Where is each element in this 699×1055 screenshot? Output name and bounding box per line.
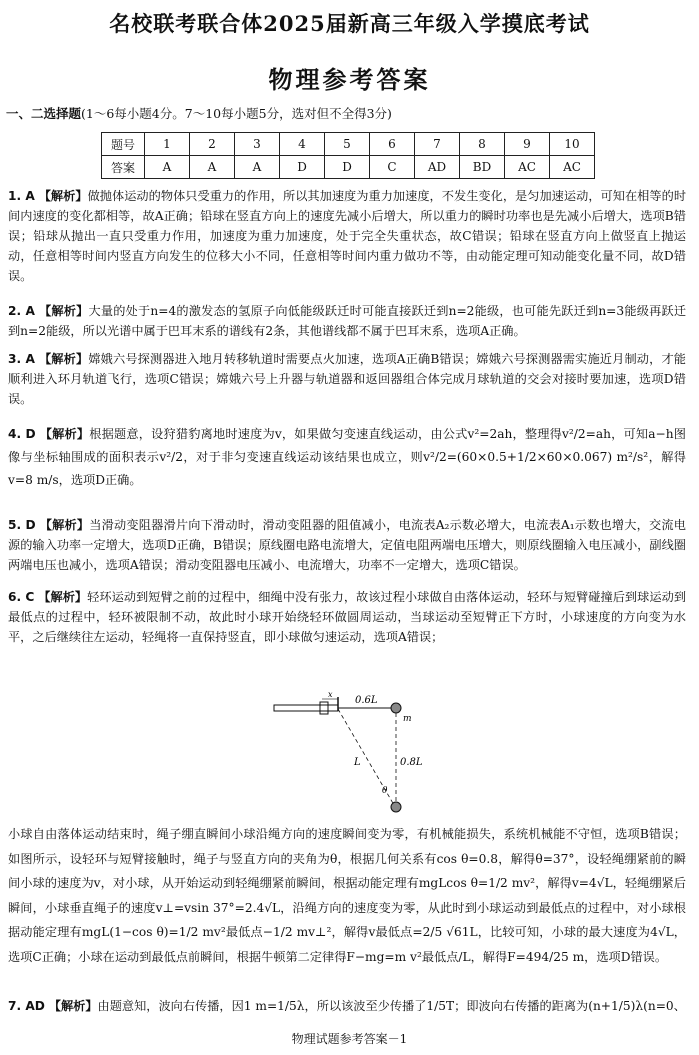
table-cell: 5	[325, 133, 370, 156]
exam-header: 名校联考联合体2025届新高三年级入学摸底考试	[109, 11, 590, 36]
table-cell: 1	[145, 133, 190, 156]
explanation-text: 大量的处于n=4的激发态的氢原子向低能级跃迁时可能直接跃迁到n=2能级，也可能先跃迁到n=3能级再跃迁到n=2能级，所以光谱中属于巴耳末系的谱线有2条，其他谱线都不属于巴耳末系，选项A正确。	[8, 304, 687, 338]
table-cell: D	[325, 156, 370, 179]
table-cell: A	[190, 156, 235, 179]
explanation-head: 6. C	[8, 590, 35, 604]
analysis-tag: 【解析】	[38, 352, 89, 366]
answer-table	[101, 132, 595, 179]
light-ring	[320, 702, 328, 714]
analysis-tag: 【解析】	[39, 304, 89, 318]
table-cell: BD	[460, 156, 505, 179]
table-cell: A	[235, 156, 280, 179]
analysis-tag: 【解析】	[38, 590, 88, 604]
explanation-6	[8, 587, 686, 647]
ball-end	[391, 802, 401, 812]
angle-label: θ	[382, 786, 388, 796]
explanation-4	[8, 423, 686, 492]
mass-label: m	[403, 714, 412, 724]
explanation-text: 当滑动变阻器滑片向下滑动时，滑动变阻器的阻值减小，电流表A₂示数必增大，电流表A₁示数也增大，交流电源的输入功率一定增大，选项D正确，B错误；原线圈电路电流增大，定值电阻两端电压增大，则原线圈输入电压减小，副线圈两端电压也减小，选项A错误；滑动变阻器电压减小、电流增大，功率不一定增大，选项C错误。	[8, 518, 686, 572]
pendulum-diagram	[270, 687, 423, 815]
side-length-label: 0.8L	[400, 757, 423, 768]
explanation-head: 2. A	[8, 304, 35, 318]
table-cell: AD	[415, 156, 460, 179]
explanation-head: 3. A	[8, 352, 35, 366]
explanation-text: 做抛体运动的物体只受重力的作用，所以其加速度为重力加速度，不发生变化，是匀加速运动，可知在相等的时间内速度的变化都相等，故A正确；铅球在竖直方向上的速度先减小后增大，所以重力的瞬时功率也是先减小后增大，选项B错误；铅球从抛出一直只受重力作用，加速度为重力加速度，处于完全失重状态，故C错误；铅球在竖直方向上做竖直上抛运动，任意相等时间内竖直方向发生的位移大小不同，任意相等时间内重力做功不等，由动能定理可知动能变化量不同，故D错误。	[8, 189, 687, 283]
page-footer: 物理试题参考答案－1	[291, 1032, 408, 1046]
ball-start	[391, 703, 401, 713]
table-cell: A	[145, 156, 190, 179]
analysis-tag: 【解析】	[39, 518, 90, 532]
table-cell: 3	[235, 133, 280, 156]
explanation-head: 1. A	[8, 189, 35, 203]
explanation-text: 由题意知，波向右传播，因1 m=1/5λ，所以该波至少传播了1/5T；即波向右传播的距离为(n+1/5)λ(n=0、	[97, 999, 686, 1013]
table-cell: 4	[280, 133, 325, 156]
table-cell: AC	[550, 156, 595, 179]
analysis-tag: 【解析】	[39, 427, 90, 441]
explanation-text: 轻环运动到短臂之前的过程中，细绳中没有张力，故该过程小球做自由落体运动，轻环与短臂碰撞后到球运动到最低点的过程中，轻环被限制不动，故此时小球开始绕轻环做圆周运动，当球运动至短臂正下方时，小球速度的方向变为水平，之后继续往左运动，轻绳将一直保持竖直，即小球做匀速运动，选项A错误；	[8, 590, 687, 644]
table-cell: 10	[550, 133, 595, 156]
table-cell: 6	[370, 133, 415, 156]
answer-table-row-answers	[102, 156, 595, 179]
top-length-label: 0.6L	[355, 695, 378, 706]
table-cell: AC	[505, 156, 550, 179]
analysis-tag: 【解析】	[48, 999, 98, 1013]
explanation-text: 嫦娥六号探测器进入地月转移轨道时需要点火加速，选项A正确B错误；嫦娥六号探测器需实施近月制动，才能顺利进入环月轨道飞行，选项C错误；嫦娥六号上升器与轨道器和返回器组合体完成月球轨道的交会对接时要加速，选项D错误。	[8, 352, 686, 406]
explanation-6-cont	[8, 822, 686, 969]
table-cell: 8	[460, 133, 505, 156]
explanation-7	[8, 996, 686, 1016]
page-title: 物理参考答案	[268, 66, 431, 94]
x-label: x	[328, 690, 333, 699]
table-row-label: 题号	[102, 133, 145, 156]
explanation-text: 根据题意，设狩猎豹离地时速度为v，如果做匀变速直线运动，由公式v²=2ah，整理得v²/2=ah，可知a−h图像与坐标轴围成的面积表示v²/2，对于非匀变速直线运动该结果也成立，则v²/2=(60×0.5+1/2×60×0.067) m²/s²，解得v=8 m/s，选项D正确。	[8, 427, 686, 487]
section-heading	[6, 104, 392, 122]
explanation-3	[8, 349, 686, 409]
explanation-head: 7. AD	[8, 999, 45, 1013]
table-cell: 9	[505, 133, 550, 156]
table-cell: 7	[415, 133, 460, 156]
rope-label: L	[354, 757, 361, 768]
explanation-head: 5. D	[8, 518, 36, 532]
explanation-head: 4. D	[8, 427, 36, 441]
table-cell: C	[370, 156, 415, 179]
explanation-1	[8, 186, 686, 286]
section-note: (1～6每小题4分。7～10每小题5分，选对但不全得3分)	[81, 106, 392, 121]
table-row-label: 答案	[102, 156, 145, 179]
answer-table-row-numbers	[102, 133, 595, 156]
explanation-text: 小球自由落体运动结束时，绳子绷直瞬间小球沿绳方向的速度瞬间变为零，有机械能损失，系统机械能不守恒，选项B错误；如图所示，设轻环与短臂接触时，绳子与竖直方向的夹角为θ，根据几何关系有cos θ=0.8，解得θ=37°，设轻绳绷紧前的瞬间小球的速度为v，对小球，从开始运动到轻绳绷紧前瞬间，根据动能定理有mgLcos θ=1/2 mv²，解得v=4√L，轻绳绷紧后瞬间，小球垂直绳子的速度v⊥=vsin 37°=2.4√L，沿绳方向的速度变为零，从此时到小球运动到最低点的过程中，对小球根据动能定理有mgL(1−cos θ)=1/2 mv²最低点−1/2 mv⊥²，解得v最低点=2/5 √61L，比较可知，小球的最大速度为4√L，选项C正确；小球在运动到最低点前瞬间，根据牛顿第二定律得F−mg=m v²最低点/L，解得F=494/25 m，选项D错误。	[8, 827, 686, 964]
explanation-2	[8, 301, 686, 341]
section-label: 一、二选择题	[6, 106, 82, 121]
table-cell: 2	[190, 133, 235, 156]
analysis-tag: 【解析】	[38, 189, 88, 203]
table-cell: D	[280, 156, 325, 179]
explanation-5	[8, 515, 686, 575]
